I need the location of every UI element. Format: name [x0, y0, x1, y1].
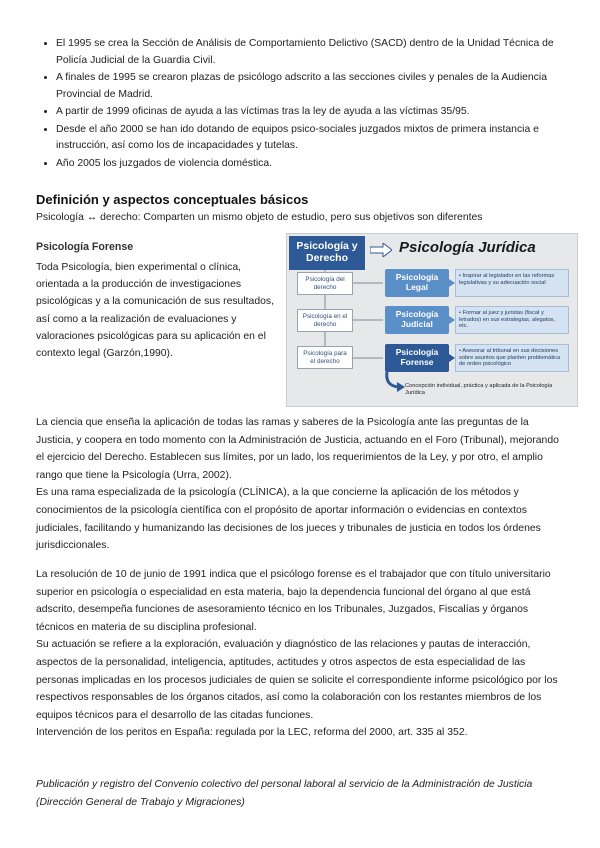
- list-item: • A finales de 1995 se crearon plazas de psicólogo adscrito a las secciones civiles y penales de la Audiencia Provincial de Madrid.: [56, 70, 576, 103]
- list-item: • A partir de 1999 oficinas de ayuda a las víctimas tras la ley de ayuda a las víctimas 35/95.: [56, 104, 576, 121]
- paragraph-block: [36, 414, 564, 555]
- right-arrow-icon: [370, 243, 392, 257]
- list-item: • Desde el año 2000 se han ido dotando de equipos psico-sociales juzgados mixtos de primera instancia e instrucción, así como los de incapacidades y tutelas.: [56, 122, 576, 155]
- paragraph-line: La ciencia que enseña la aplicación de todas las ramas y saberes de la Psicología ante las preguntas de la Justicia, y coopera en todo momento con la Administración de Justicia, actuando en el Foro (Tribunal), mejorando el ejercicio del Derecho. Establecen sus límites, por un lado, los requerimientos de la Ley, y por otro, el amplio rango que tiene la Psicología (Urra, 2002).: [36, 417, 559, 481]
- diagram-branch-box: Psicología Forense: [385, 344, 449, 372]
- paragraph-line: Su actuación se refiere a la exploración, evaluación y diagnóstico de las relaciones y pautas de interacción, aspectos de la personalidad, inteligencia, aptitudes, actitudes y otros aspectos de esta especialidad de las personas implicadas en los procesos judiciales de quien se solicite el correspondiente informe psicológico por los respectivos responsables de los órganos citados, así como la colaboración con los restantes miembros de los equipos técnicos para el desarrollo de las citadas funciones.: [36, 639, 558, 721]
- list-item: • Año 2005 los juzgados de violencia doméstica.: [56, 156, 576, 173]
- forense-title: Psicología Forense: [36, 241, 134, 253]
- diagram-description-box: • Asesorar al tribunal en sus decisiones sobre asuntos que planten problemática de orden psicológico: [455, 344, 569, 372]
- psicologia-juridica-diagram: [286, 233, 578, 407]
- diagram-branch-box: Psicología Legal: [385, 269, 449, 297]
- section-heading: Definición y aspectos conceptuales básicos: [36, 192, 309, 207]
- paragraph-line: La resolución de 10 de junio de 1991 indica que el psicólogo forense es el trabajador que con título universitario superior en psicología o especialidad en esta materia, bajo la dependencia funcional del órgano al que está adscrito, desempeña funciones de asesoramiento técnico en los Tribunales, Juzgados, Fiscalías y órganos técnicos en materia de su disciplina profesional.: [36, 569, 551, 633]
- diagram-left-box: Psicología del derecho: [297, 272, 353, 295]
- diagram-head-box: Psicología y Derecho: [289, 236, 365, 270]
- history-bullet-list: [36, 36, 576, 173]
- diagram-left-box: Psicología en el derecho: [297, 309, 353, 332]
- list-item: • El 1995 se crea la Sección de Análisis de Comportamiento Delictivo (SACD) dentro de la Unidad Técnica de Policía Judicial de la Guardia Civil.: [56, 36, 576, 69]
- diagram-description-box: • Inspirar al legislador en las reformas legislativas y su adecuación social: [455, 269, 569, 297]
- paragraph-line: Es una rama especializada de la psicología (CLÍNICA), a la que concierne la aplicación de los métodos y conocimientos de la psicología científica con el propósito de aportar información o evidencias en contextos judiciales, facilitando y humanizando las decisiones de los jueces y tribunales de justicia en todos los órdenes jurisdiccionales.: [36, 487, 541, 552]
- diagram-left-box: Psicología para el derecho: [297, 346, 353, 369]
- forense-definition: Toda Psicología, bien experimental o clínica, orientada a la producción de investigaciones psicológicas y a la comunicación de sus resultados, así como a la realización de evaluaciones y valoraciones psicológicas para su aplicación en el contexto legal (Garzón,1990).: [36, 262, 274, 360]
- paragraph-line: Intervención de los peritos en España: regulada por la LEC, reforma del 2000, art. 335 al 352.: [36, 727, 468, 739]
- section-subline: Psicología ↔ derecho: Comparten un mismo objeto de estudio, pero sus objetivos son diferentes: [36, 212, 483, 223]
- diagram-branch-box: Psicología Judicial: [385, 306, 449, 334]
- diagram-title: Psicología Jurídica: [399, 239, 536, 256]
- diagram-description-box: • Formar al juez y juristas (fiscal y letrados) en sus estrategias, alegatos, etc.: [455, 306, 569, 334]
- footer-note: Publicación y registro del Convenio colectivo del personal laboral al servicio de la Administración de Justicia (Dirección General de Trabajo y Migraciones): [36, 779, 533, 808]
- diagram-footnote: Concepción individual, práctica y aplicada de la Psicología Jurídica: [405, 383, 553, 396]
- paragraph-block: [36, 566, 564, 742]
